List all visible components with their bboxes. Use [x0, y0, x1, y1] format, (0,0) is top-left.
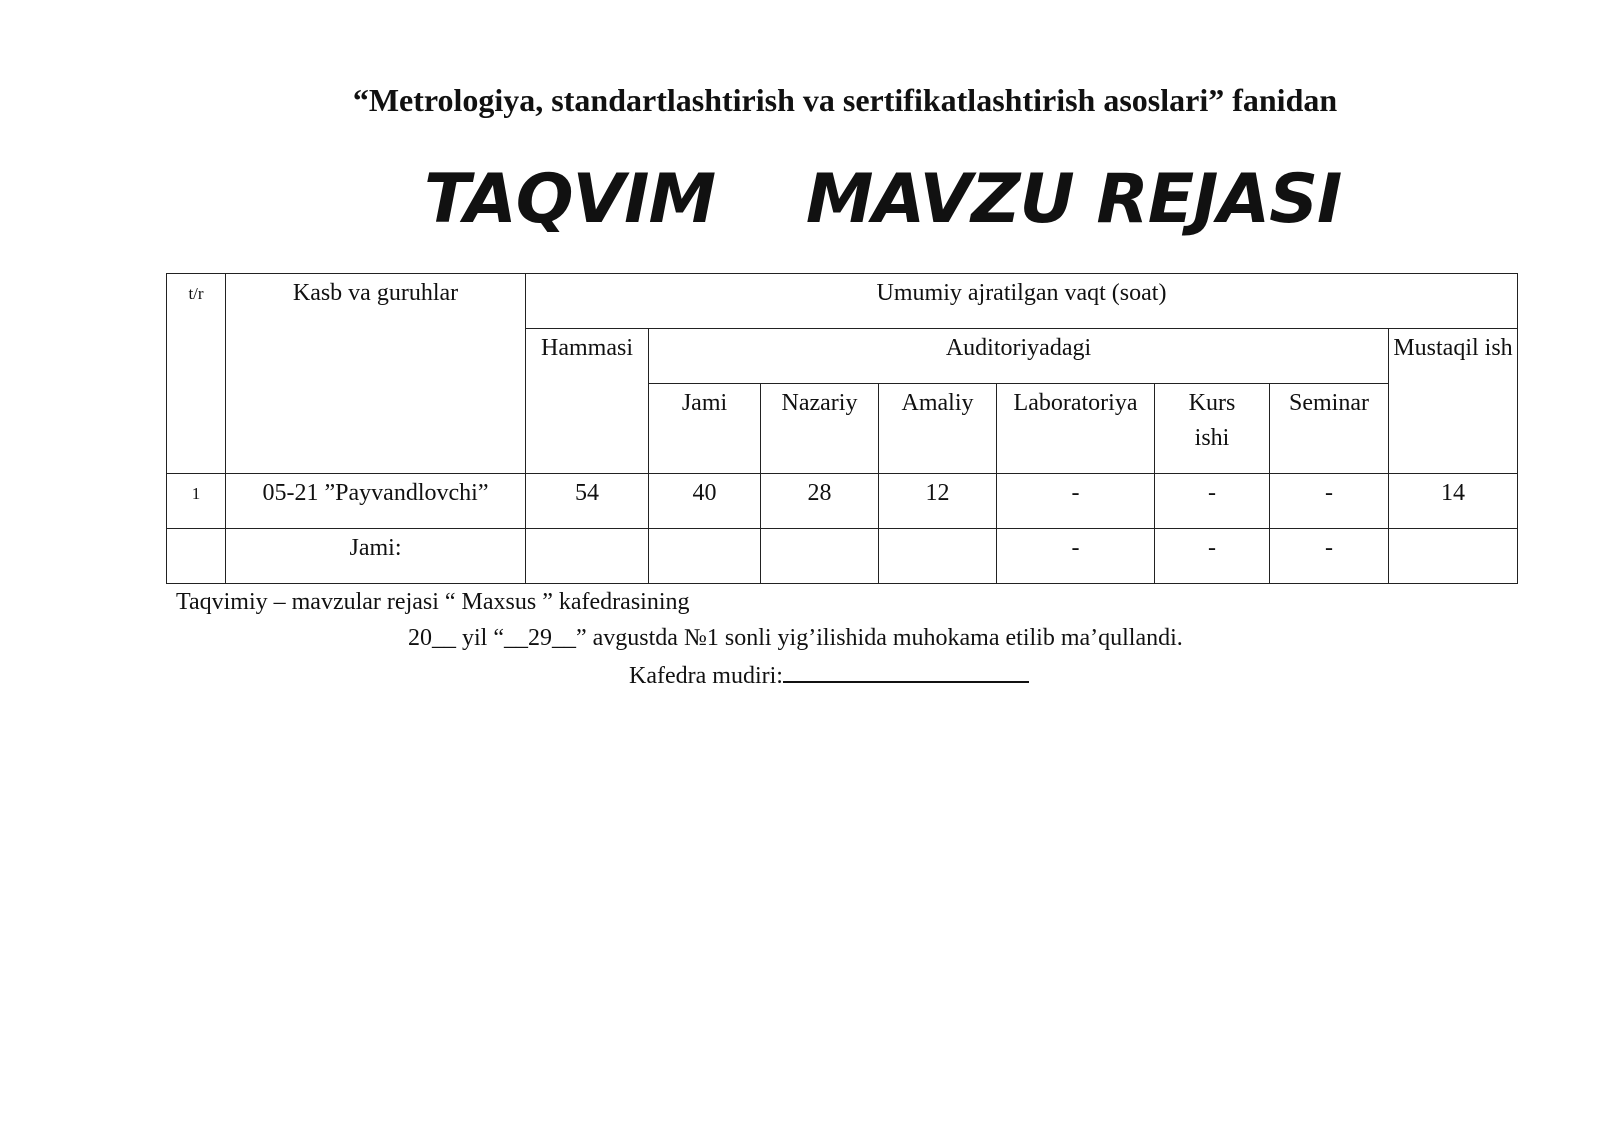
total-amaliy [879, 529, 997, 584]
header-group: Kasb va guruhlar [226, 274, 526, 474]
header-total-time: Umumiy ajratilgan vaqt (soat) [526, 274, 1518, 329]
row-amaliy: 12 [879, 474, 997, 529]
header-nazariy: Nazariy [761, 384, 879, 474]
row-all: 54 [526, 474, 649, 529]
plan-table [166, 273, 1518, 584]
total-label: Jami: [226, 529, 526, 584]
total-all [526, 529, 649, 584]
subject-subtitle: “Metrologiya, standartlashtirish va sertifikatlashtirish asoslari” fanidan [352, 82, 1338, 118]
total-kurs-ishi: - [1155, 529, 1270, 584]
total-jami [649, 529, 761, 584]
signature-line [783, 657, 1029, 683]
total-mustaqil [1389, 529, 1518, 584]
row-number: 1 [167, 474, 226, 529]
head-of-department-label: Kafedra mudiri: [629, 663, 783, 689]
header-tr: t/r [167, 274, 226, 474]
header-amaliy: Amaliy [879, 384, 997, 474]
total-number [167, 529, 226, 584]
row-nazariy: 28 [761, 474, 879, 529]
document-title: TAQVIM MAVZU REJASI [424, 160, 1342, 239]
approval-line-2: 20__ yil “__29__” avgustda №1 sonli yig’ilishida muhokama etilib ma’qullandi. [408, 625, 1183, 651]
row-laboratoriya: - [997, 474, 1155, 529]
total-laboratoriya: - [997, 529, 1155, 584]
approval-line-1: Taqvimiy – mavzular rejasi “ Maxsus ” kafedrasining [176, 589, 690, 615]
total-row [167, 529, 1518, 584]
header-jami: Jami [649, 384, 761, 474]
row-mustaqil: 14 [1389, 474, 1518, 529]
row-group: 05-21 ”Payvandlovchi” [226, 474, 526, 529]
row-kurs-ishi: - [1155, 474, 1270, 529]
header-row-1 [167, 274, 1518, 329]
header-kurs-ishi: Kurs ishi [1155, 384, 1270, 474]
table-row [167, 474, 1518, 529]
row-seminar: - [1270, 474, 1389, 529]
header-independent: Mustaqil ish [1389, 329, 1518, 474]
total-seminar: - [1270, 529, 1389, 584]
header-seminar: Seminar [1270, 384, 1389, 474]
header-all: Hammasi [526, 329, 649, 474]
row-jami: 40 [649, 474, 761, 529]
header-laboratoriya: Laboratoriya [997, 384, 1155, 474]
total-nazariy [761, 529, 879, 584]
head-of-department [629, 657, 1029, 692]
header-auditorium: Auditoriyadagi [649, 329, 1389, 384]
